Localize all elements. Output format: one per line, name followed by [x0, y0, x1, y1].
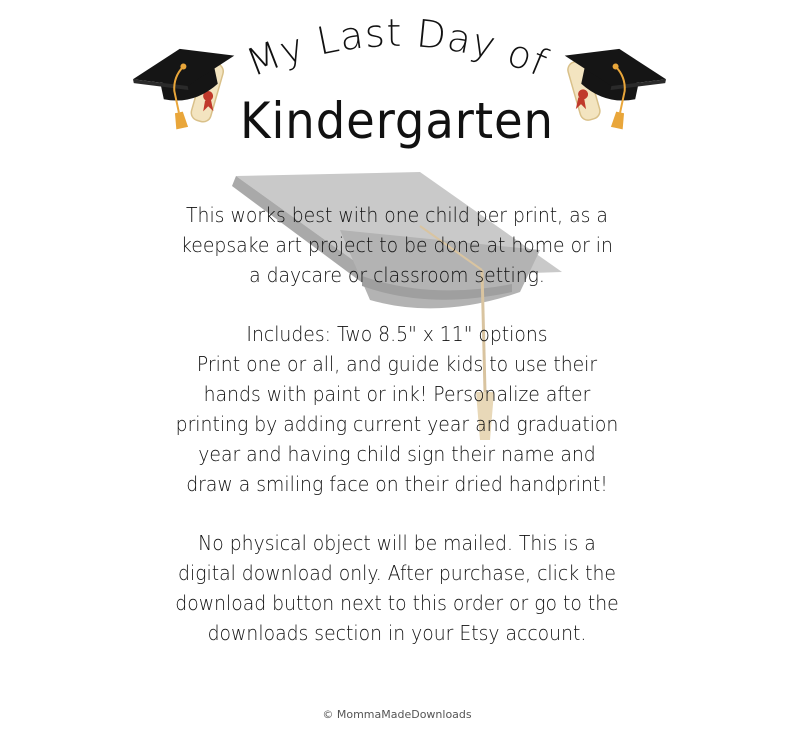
- paragraph-includes: [137, 319, 658, 499]
- text-line: a daycare or classroom setting.: [249, 263, 545, 287]
- text-line: Print one or all, and guide kids to use their: [196, 352, 598, 376]
- text-line: draw a smiling face on their dried handprint!: [186, 472, 608, 496]
- text-line: keepsake art project to be done at home or in: [181, 233, 613, 257]
- text-line: This works best with one child per print, as a: [186, 203, 608, 227]
- title-arc-text: My Last Day of: [240, 10, 555, 86]
- text-line: downloads section in your Etsy account.: [207, 621, 587, 645]
- description-text: [137, 200, 658, 648]
- text-line: download button next to this order or go to the: [175, 591, 619, 615]
- copyright-footer: © MommaMadeDownloads: [322, 708, 472, 721]
- svg-text:My Last Day of: [240, 11, 554, 85]
- paragraph-download-notice: [137, 528, 658, 648]
- paragraph-intro: [137, 200, 658, 290]
- text-line: No physical object will be mailed. This is a: [198, 531, 596, 555]
- text-line: digital download only. After purchase, click the: [178, 561, 616, 585]
- page-title: Kindergarten: [240, 92, 554, 150]
- text-line: year and having child sign their name and: [198, 442, 596, 466]
- text-line: hands with paint or ink! Personalize after: [203, 382, 591, 406]
- text-line: Includes: Two 8.5" x 11" options: [246, 322, 548, 346]
- text-line: printing by adding current year and graduation: [175, 412, 619, 436]
